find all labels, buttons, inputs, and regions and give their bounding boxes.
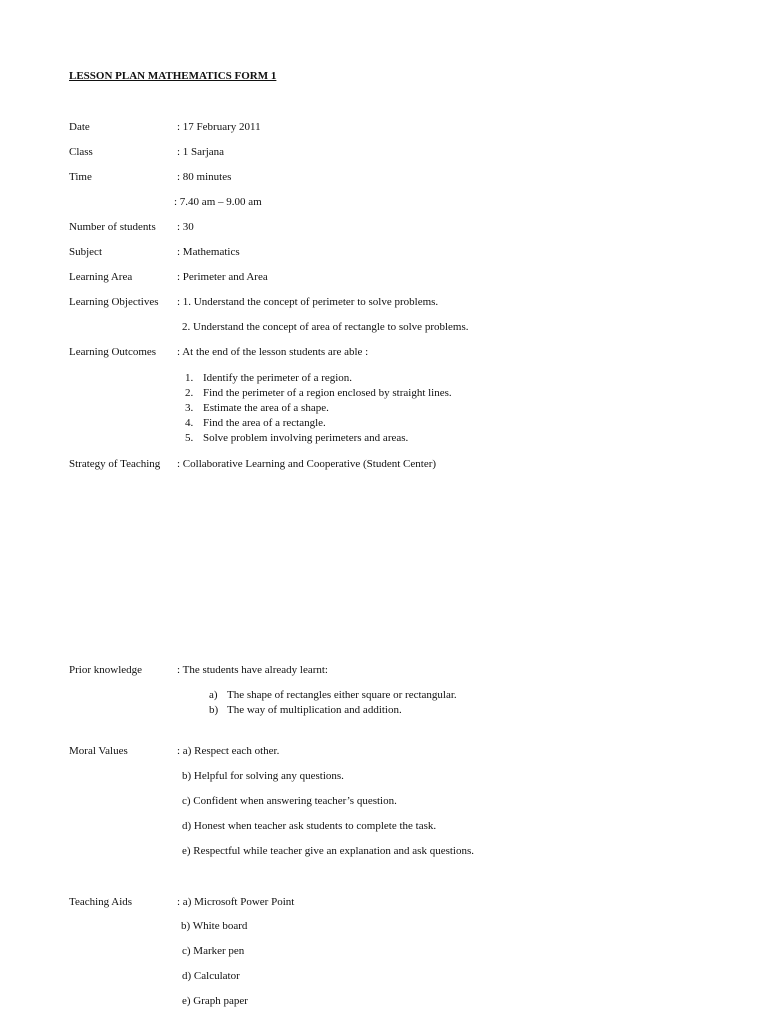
prior-knowledge-item	[209, 703, 402, 717]
date-label: Date	[69, 121, 90, 133]
teaching-aid-item: e) Graph paper	[182, 995, 248, 1007]
outcome-text: Find the area of a rectangle.	[203, 417, 326, 429]
moral-value-item: e) Respectful while teacher give an explanation and ask questions.	[182, 845, 475, 857]
class-value: : 1 Sarjana	[177, 146, 225, 158]
outcome-number: 2.	[185, 387, 194, 399]
prior-item-marker: b)	[209, 704, 219, 716]
subject-value: : Mathematics	[177, 246, 240, 258]
time-value: : 80 minutes	[177, 171, 232, 183]
time-range-value: : 7.40 am – 9.00 am	[174, 196, 262, 208]
moral-value-item: : a) Respect each other.	[177, 745, 280, 757]
class-label: Class	[69, 146, 93, 158]
moral-value-item: b) Helpful for solving any questions.	[182, 770, 344, 782]
prior-knowledge-intro: : The students have already learnt:	[177, 664, 328, 676]
teaching-aid-item: c) Marker pen	[182, 945, 245, 957]
learning-area-label: Learning Area	[69, 271, 133, 283]
document-title: LESSON PLAN MATHEMATICS FORM 1	[69, 70, 277, 82]
outcome-number: 1.	[185, 372, 194, 384]
moral-value-item: c) Confident when answering teacher’s question.	[182, 795, 397, 807]
outcome-item	[185, 416, 326, 430]
teaching-aid-item: b) White board	[181, 920, 248, 932]
outcome-item	[185, 386, 452, 400]
outcome-number: 3.	[185, 402, 194, 414]
outcome-text: Identify the perimeter of a region.	[203, 372, 353, 384]
outcome-item	[185, 401, 329, 415]
students-label: Number of students	[69, 221, 156, 233]
time-label: Time	[69, 171, 92, 183]
outcome-number: 4.	[185, 417, 194, 429]
outcome-text: Find the perimeter of a region enclosed by straight lines.	[203, 387, 452, 399]
objectives-label: Learning Objectives	[69, 296, 159, 308]
teaching-aid-item: d) Calculator	[182, 970, 240, 982]
outcome-item	[185, 431, 408, 445]
prior-knowledge-item	[209, 688, 457, 702]
outcome-number: 5.	[185, 432, 194, 444]
strategy-value: : Collaborative Learning and Cooperative (Student Center)	[177, 458, 437, 470]
objective-item: 2. Understand the concept of area of rectangle to solve problems.	[182, 321, 469, 333]
learning-area-value: : Perimeter and Area	[177, 271, 268, 283]
prior-knowledge-label: Prior knowledge	[69, 664, 143, 676]
outcome-text: Solve problem involving perimeters and areas.	[203, 432, 409, 444]
teaching-aids-label: Teaching Aids	[69, 896, 133, 908]
teaching-aid-item: : a) Microsoft Power Point	[177, 896, 295, 908]
date-value: : 17 February 2011	[177, 121, 261, 133]
prior-item-marker: a)	[209, 689, 218, 701]
moral-value-item: d) Honest when teacher ask students to complete the task.	[182, 820, 437, 832]
outcome-item	[185, 371, 352, 385]
outcomes-intro: : At the end of the lesson students are able :	[177, 346, 369, 358]
objective-item: : 1. Understand the concept of perimeter to solve problems.	[177, 296, 439, 308]
prior-item-text: The shape of rectangles either square or rectangular.	[227, 689, 457, 701]
strategy-label: Strategy of Teaching	[69, 458, 161, 470]
prior-item-text: The way of multiplication and addition.	[227, 704, 402, 716]
subject-label: Subject	[69, 246, 102, 258]
moral-values-label: Moral Values	[69, 745, 128, 757]
outcome-text: Estimate the area of a shape.	[203, 402, 329, 414]
students-value: : 30	[177, 221, 194, 233]
outcomes-label: Learning Outcomes	[69, 346, 157, 358]
